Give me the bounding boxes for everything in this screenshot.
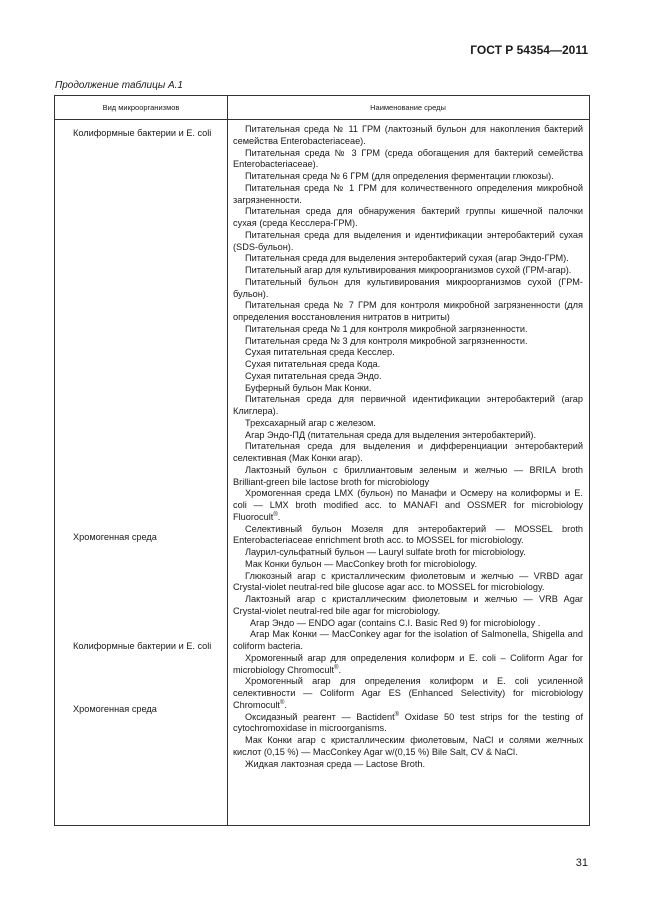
media-item: Агар Эндо-ПД (питательная среда для выделения энтеробактерий). <box>245 429 536 440</box>
media-item: Питательная среда для выделения энтеробактерий сухая (агар Эндо-ГРМ). <box>245 253 569 264</box>
media-item: Питательный бульон для культивирования микроорганизмов сухой (ГРМ-бульон). <box>233 276 583 299</box>
media-item-text: Оксидазный реагент — Bactident <box>245 711 395 722</box>
sentence-end: . <box>277 511 281 522</box>
media-item: Питательная среда для обнаружения бактерий группы кишечной палочки сухая (среда Кесслера-ГРМ). <box>233 206 583 228</box>
media-item: Мак Конки агар с кристаллическим фиолетовым, NaCl и солями желчных кислот (0,15 %) — MacConkey Agar w/(0,15 %) Bile Salt, CV & NaCl. <box>233 735 583 757</box>
group-label-coliform: Колиформные бактерии и E. coli <box>73 128 212 138</box>
media-item: Агар Эндо — ENDO agar (contains C.I. Basic Red 9) for microbiology . <box>250 617 541 628</box>
registered-mark: ® <box>334 664 339 671</box>
media-item: Питательная среда № 7 ГРМ для контроля микробной загрязненности (для определения восстановления нитратов в нитриты) <box>233 300 583 322</box>
registered-mark: ® <box>273 511 278 518</box>
page-number: 31 <box>575 857 588 869</box>
group-label-chromogenic: Хромогенная среда <box>73 704 157 714</box>
media-item <box>233 653 583 677</box>
media-item <box>233 712 583 736</box>
media-item: Мак Конки бульон — MacConkey broth for microbiology. <box>245 558 478 569</box>
group-label-chromogenic: Хромогенная среда <box>73 532 157 542</box>
media-list <box>233 124 583 770</box>
media-item: Жидкая лактозная среда — Lactose Broth. <box>245 758 426 769</box>
media-item: Агар Мак Конки — MacConkey agar for the isolation of Salmonella, Shigella and coliform bacteria. <box>233 629 583 651</box>
media-item: Буферный бульон Мак Конки. <box>245 382 372 393</box>
media-item: Питательная среда № 1 для контроля микробной загрязненности. <box>245 323 528 334</box>
media-item: Лаурил-сульфатный бульон — Lauryl sulfate broth for microbiology. <box>245 547 526 557</box>
column-divider <box>227 96 228 825</box>
media-item: Сухая питательная среда Кода. <box>245 359 381 369</box>
media-item-text: Хромогенный агар для определения колиформ и E. coli усиленной селективности — Coliform Agar ES (Enhanced Selectivity) for microbiology Chromocult <box>233 676 583 710</box>
media-item: Трехсахарный агар с железом. <box>245 417 376 428</box>
media-item: Питательная среда для первичной идентификации энтеробактерий (агар Клиглера). <box>233 394 583 416</box>
media-item: Селективный бульон Мозеля для энтеробактерий — MOSSEL broth Enterobacteriaceae enrichment broth acc. to MOSSEL for microbiology. <box>233 523 583 546</box>
group-label-coliform: Колиформные бактерии и E. coli <box>73 641 212 651</box>
media-item: Питательная среда для выделения и идентификации энтеробактерий сухая (SDS-бульон). <box>233 229 583 252</box>
media-item: Лактозный бульон с бриллиантовым зеленым и желчью — BRILA broth Brilliant-green bile lactose broth for microbiology <box>233 464 583 487</box>
media-item: Питательная среда для выделения и дифференциации энтеробактерий селективная (Мак Конки агар). <box>233 441 583 463</box>
table-continuation-caption: Продолжение таблицы А.1 <box>55 80 183 91</box>
media-item: Лактозный агар с кристаллическим фиолетовым и желчью — VRB Agar Crystal-violet neutral-red bile agar for microbiology. <box>233 594 583 616</box>
media-item: Питательная среда № 3 для контроля микробной загрязненности. <box>245 335 528 346</box>
media-table <box>54 95 590 826</box>
media-item: Сухая питательная среда Кесслер. <box>245 347 395 358</box>
media-item <box>233 676 583 711</box>
media-item: Питательная среда № 1 ГРМ для количественного определения микробной загрязненности. <box>233 182 583 205</box>
media-item <box>233 488 583 523</box>
registered-mark: ® <box>394 711 400 718</box>
column-header-microorganisms: Вид микроорганизмов <box>102 103 180 112</box>
sentence-end: . <box>338 664 342 675</box>
media-item-text: Oxidase 50 test strips for the testing of cytochromoxidase in microorganisms. <box>233 711 584 734</box>
sentence-end: . <box>284 699 287 710</box>
table-header-row <box>55 96 589 120</box>
media-item: Питательная среда № 6 ГРМ (для определения ферментации глюкозы). <box>245 171 554 181</box>
media-item: Питательная среда № 11 ГРМ (лактозный бульон для накопления бактерий семейства Enterobacteriaceae). <box>233 124 583 146</box>
standard-number: ГОСТ Р 54354—2011 <box>470 43 588 57</box>
media-item-text: Хромогенная среда LMX (бульон) по Манафи и Осмеру на колиформы и E. coli — LMX broth modified acc. to MANAFI and OSSMER for microbiology Fluorocult <box>233 488 583 522</box>
media-item: Сухая питательная среда Эндо. <box>245 370 382 381</box>
registered-mark: ® <box>279 699 285 706</box>
media-item-text: Хромогенный агар для определения колиформ и E. coli – Coliform Agar for microbiology Chromocult <box>233 652 583 675</box>
media-item: Питательный агар для культивирования микроорганизмов сухой (ГРМ-агар). <box>245 265 572 275</box>
media-item: Питательная среда № 3 ГРМ (среда обогащения для бактерий семейства Enterobacteriaceae). <box>233 147 583 170</box>
column-header-medium: Наименование среды <box>370 103 446 112</box>
media-item: Глюкозный агар с кристаллическим фиолетовым и желчью — VRBD agar Crystal-violet neutral-red bile glucose agar acc. to MOSSEL for microbiology. <box>233 570 583 593</box>
